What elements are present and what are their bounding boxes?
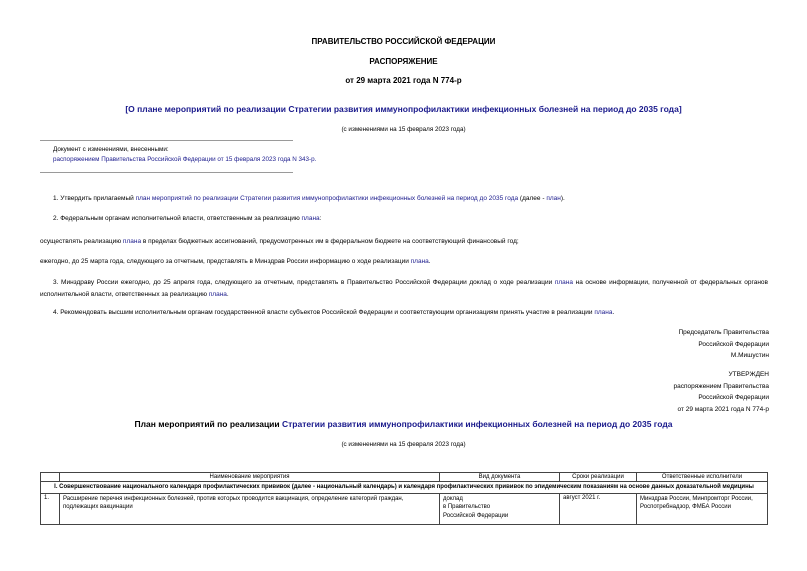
- title-bracket-open: [О: [125, 104, 138, 114]
- approval-line: Российской Федерации: [698, 394, 769, 401]
- column-header: [41, 473, 60, 482]
- divider-bottom: [40, 172, 293, 173]
- paragraph-text: ежегодно, до 25 марта года, следующего за отчетным, представлять в Минздрав России информацию о ходе реализации: [40, 258, 411, 265]
- paragraph-text: на основе информации, полученной от федеральных органов исполнительной власти, ответственных за реализацию: [40, 279, 769, 298]
- document-title: [0, 104, 807, 114]
- approval-block: [674, 369, 769, 415]
- amendments-link[interactable]: распоряжением Правительства Российской Федерации от 15 февраля 2023 года N 343-р.: [53, 156, 317, 163]
- amendments-label: Документ с изменениями, внесенными:: [53, 146, 169, 153]
- plan-link-short[interactable]: плана: [122, 238, 142, 245]
- document-date: от 29 марта 2021 года N 774-р: [345, 76, 462, 85]
- paragraph-text: ).: [560, 195, 565, 202]
- document-type: РАСПОРЯЖЕНИЕ: [369, 57, 438, 66]
- plan-link[interactable]: план мероприятий по реализации Стратегии развития иммунопрофилактики инфекционных болезней на период до 2035 года: [135, 195, 519, 202]
- title-bracket-close: ]: [678, 104, 682, 114]
- column-header: Ответственные исполнители: [637, 473, 768, 482]
- column-header: Вид документа: [440, 473, 560, 482]
- paragraph-5: [40, 277, 768, 301]
- paragraph-text: .: [226, 291, 229, 298]
- paragraph-1: [40, 193, 768, 205]
- executors: Минздрав России, Минпромторг России, Роспотребнадзор, ФМБА России: [637, 493, 768, 525]
- column-header: Наименование мероприятия: [60, 473, 440, 482]
- paragraph-text: .: [428, 258, 431, 265]
- approval-line: от 29 марта 2021 года N 774-р: [677, 405, 769, 413]
- paragraph-text: (далее -: [518, 195, 547, 202]
- plan-changes-note: (с изменениями на 15 февраля 2023 года): [341, 441, 466, 448]
- org-name: ПРАВИТЕЛЬСТВО РОССИЙСКОЙ ФЕДЕРАЦИИ: [311, 37, 496, 46]
- signature-block: [678, 327, 769, 362]
- deadline: август 2021 г.: [560, 493, 637, 525]
- divider-top: [40, 140, 293, 141]
- table-header-row: [41, 473, 768, 482]
- document-kind-line: доклад: [443, 495, 463, 502]
- measure-name: Расширение перечня инфекционных болезней, против которых проводится вакцинация, определение категорий граждан, подлежащих вакцинации: [60, 493, 440, 525]
- table-section-row: [41, 482, 768, 494]
- plan-link-short[interactable]: плана: [208, 291, 227, 298]
- plan-link-short[interactable]: план: [546, 195, 561, 202]
- paragraph-6: [40, 307, 768, 319]
- paragraph-text: 4. Рекомендовать высшим исполнительным органам государственной власти субъектов Российской Федерации и соответствующим организациям принять участие в реализации: [53, 309, 595, 316]
- plan-link-short[interactable]: плана: [410, 258, 429, 265]
- paragraph-text: .: [612, 309, 615, 316]
- paragraph-text: осуществлять реализацию: [40, 238, 123, 245]
- column-header: Сроки реализации: [560, 473, 637, 482]
- plan-link-short[interactable]: плана: [301, 215, 320, 222]
- signature-line: Председатель Правительства: [678, 329, 769, 336]
- changes-note: (с изменениями на 15 февраля 2023 года): [341, 126, 466, 133]
- paragraph-text: :: [319, 215, 322, 222]
- paragraph-text: в пределах бюджетных ассигнований, предусмотренных им в федеральном бюджете на соответствующий финансовый год;: [141, 238, 519, 245]
- document-kind-line: в Правительство: [443, 504, 491, 510]
- table-row: [41, 493, 768, 525]
- section-heading: I. Совершенствование национального календаря профилактических прививок (далее - национальный календарь) и календаря профилактических прививок по эпидемическим показаниям на основе данных доказательной медицины: [41, 482, 768, 494]
- signature-name: М.Мишустин: [730, 352, 769, 359]
- row-number: 1.: [41, 493, 60, 525]
- plan-link-short[interactable]: плана: [554, 279, 573, 286]
- strategy-link[interactable]: Стратегии развития иммунопрофилактики инфекционных болезней на период до 2035 года: [282, 419, 673, 429]
- paragraph-4: [40, 256, 768, 268]
- plan-title: [0, 419, 807, 429]
- approval-line: УТВЕРЖДЕН: [728, 371, 769, 378]
- document-kind: [440, 493, 560, 525]
- signature-line: Российской Федерации: [698, 340, 769, 348]
- paragraph-text: 2. Федеральным органам исполнительной власти, ответственным за реализацию: [53, 215, 302, 222]
- document-kind-line: Российской Федерации: [443, 512, 509, 519]
- approval-line: распоряжением Правительства: [673, 382, 769, 390]
- plan-table: [40, 472, 768, 525]
- paragraph-text: 3. Минздраву России ежегодно, до 25 апреля года, следующего за отчетным, представлять в Правительство Российской Федерации доклад о ходе реализации: [53, 279, 555, 286]
- plan-title-prefix: План мероприятий по реализации: [134, 419, 282, 429]
- title-link[interactable]: плане мероприятий по реализации Стратегии развития иммунопрофилактики инфекционных болезней на период до 2035 года: [137, 104, 679, 114]
- paragraph-3: [40, 236, 768, 248]
- plan-link-short[interactable]: плана: [594, 309, 613, 316]
- paragraph-text: 1. Утвердить прилагаемый: [53, 195, 136, 202]
- paragraph-2: [40, 213, 768, 225]
